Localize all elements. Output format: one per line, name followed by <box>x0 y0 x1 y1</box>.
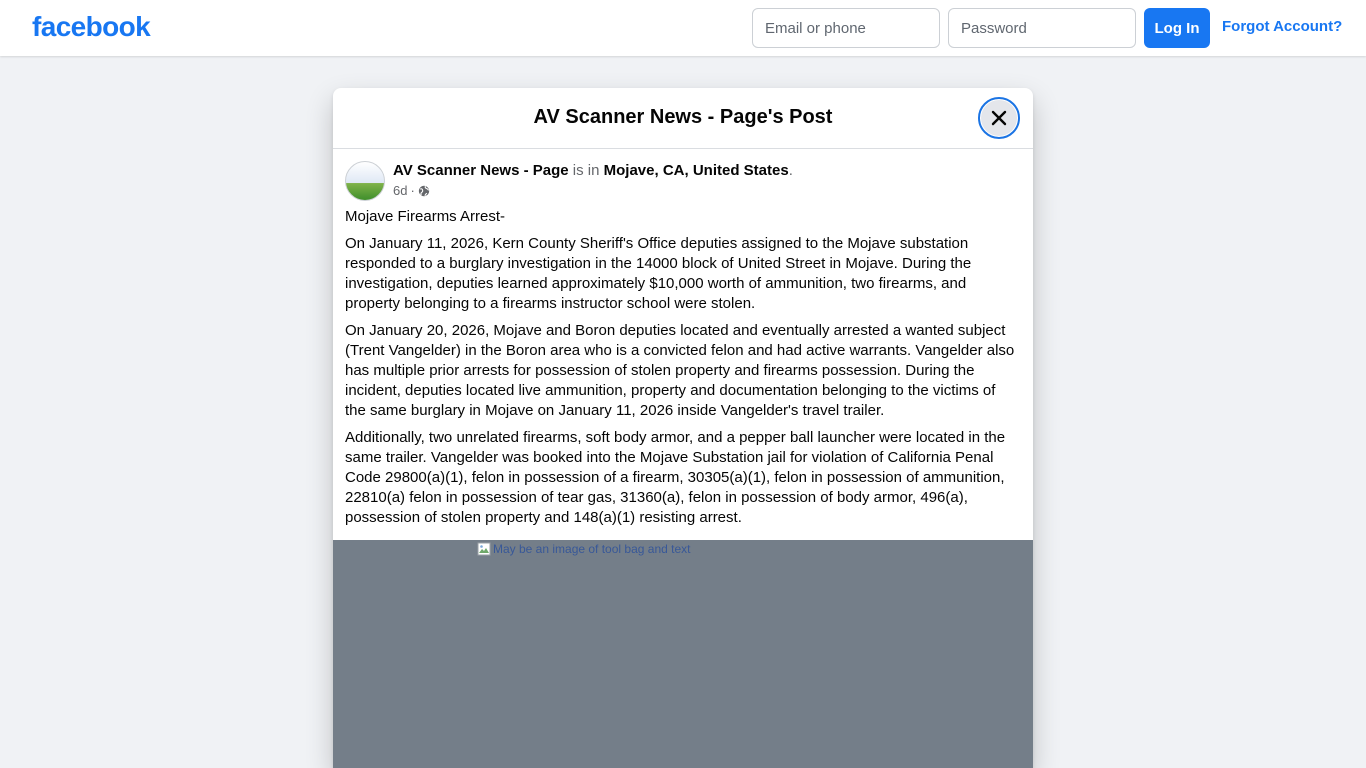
facebook-logo[interactable]: facebook <box>32 11 151 42</box>
globe-icon <box>418 185 430 197</box>
password-input[interactable] <box>948 8 1136 48</box>
page-avatar[interactable] <box>345 161 385 201</box>
close-button[interactable] <box>978 97 1020 139</box>
image-alt-label: May be an image of tool bag and text <box>493 542 691 556</box>
post-dialog <box>333 88 1033 768</box>
broken-image-icon <box>477 542 491 556</box>
image-alt-text <box>477 542 690 556</box>
forgot-account-link[interactable]: Forgot Account? <box>1222 18 1343 35</box>
post-paragraph: On January 11, 2026, Kern County Sheriff's Office deputies assigned to the Mojave substation responded to a burglary investigation in the 14000 block of United Street in Mojave. During the investigation, deputies learned approximately $10,000 worth of ammunition, two firearms, and property belonging to a firearms instructor school were stolen. <box>345 235 972 312</box>
email-or-phone-input[interactable] <box>752 8 940 48</box>
dialog-title: AV Scanner News - Page's Post <box>533 106 833 128</box>
post-timestamp[interactable]: 6d <box>393 183 408 198</box>
post-paragraph: Mojave Firearms Arrest- <box>345 208 506 225</box>
post-header <box>345 161 1021 201</box>
is-in-text: is in <box>568 162 604 179</box>
page-name-link[interactable]: AV Scanner News - Page <box>393 162 569 179</box>
author-line <box>393 162 793 179</box>
post-paragraph: Additionally, two unrelated firearms, soft body armor, and a pepper ball launcher were located in the same trailer. Vangelder was booked into the Mojave Substation jail for violation of California Penal Code 29800(a)(1), felon in possession of a firearm, 30305(a)(1), felon in possession of ammunition, 22810(a) felon in possession of tear gas, 31360(a), felon in possession of body armor, 496(a), possession of stolen property and 148(a)(1) resisting arrest. <box>345 429 1006 526</box>
period-text: . <box>788 162 793 179</box>
post-meta <box>393 183 430 198</box>
log-in-button[interactable]: Log In <box>1144 8 1210 48</box>
top-navigation-bar <box>0 0 1366 56</box>
post-text <box>345 207 1017 535</box>
dialog-header <box>333 88 1033 149</box>
meta-separator: · <box>410 183 415 198</box>
post-paragraph: On January 20, 2026, Mojave and Boron deputies located and eventually arrested a wanted subject (Trent Vangelder) in the Boron area who is a convicted felon and had active warrants. Vangelder also has multiple prior arrests for possession of stolen property and firearms possession. During the incident, deputies located live ammunition, property and documentation belonging to the victims of the same burglary in Mojave on January 11, 2026 inside Vangelder's travel trailer. <box>345 322 1015 419</box>
close-icon <box>989 108 1009 128</box>
location-link[interactable]: Mojave, CA, United States <box>603 162 789 179</box>
post-image[interactable] <box>333 540 1033 768</box>
